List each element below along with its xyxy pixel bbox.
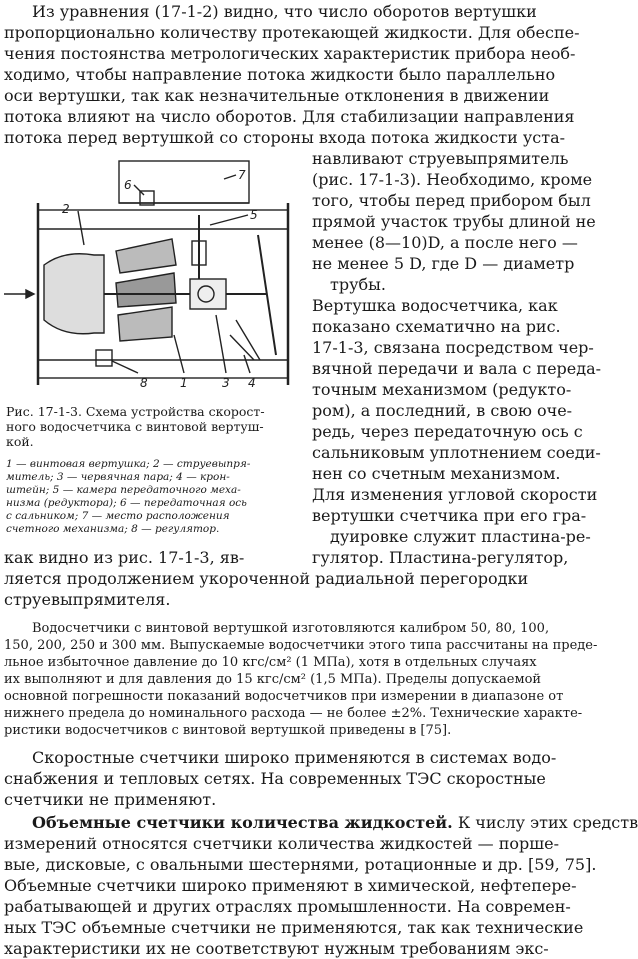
figure-caption-1: Рис. 17-1-3. Схема устройства скорост- xyxy=(6,404,265,419)
text-line-17: 17-1-3, связана посредством чер- xyxy=(312,338,594,357)
fig-label-4: 4 xyxy=(248,376,256,390)
legend-line-4: низма (редуктора); 6 — передаточная ось xyxy=(6,497,247,509)
text-line-31: Скоростные счетчики широко применяются в системах водо- xyxy=(32,748,557,767)
small-line-5: основной погрешности показаний водосчетчиков при измерении в диапазоне от xyxy=(4,689,564,704)
text-line-38: рабатывающей и других отраслях промышленности. На современ- xyxy=(4,897,571,916)
text-line-23: нен со счетным механизмом. xyxy=(312,464,561,483)
text-line-1: Из уравнения (17-1-2) видно, что число оборотов вертушки xyxy=(32,2,537,21)
counter-box xyxy=(119,161,249,203)
text-line-16: показано схематично на рис. xyxy=(312,317,561,336)
legend-line-6: счетного механизма; 8 — регулятор. xyxy=(6,523,220,535)
text-line-40: характеристики их не соответствуют нужным требованиям экс- xyxy=(4,939,549,958)
text-line-2: пропорционально количеству протекающей жидкости. Для обеспе- xyxy=(4,23,580,42)
text-line-20: ром), а последний, в свою оче- xyxy=(312,401,573,420)
small-line-6: нижнего предела до номинального расхода — не более ±2%. Технические характе- xyxy=(4,706,583,721)
text-line-12: менее (8—10)D, а после него — xyxy=(312,233,578,252)
text-line-30: струевыпрямителя. xyxy=(4,590,171,609)
text-line-4: ходимо, чтобы направление потока жидкости было параллельно xyxy=(4,65,556,84)
section-heading: Объемные счетчики количества жидкостей. xyxy=(32,813,453,832)
figure-caption-3: кой. xyxy=(6,434,34,449)
fig-label-3: 3 xyxy=(222,376,230,390)
text-line-11: прямой участок трубы длиной не xyxy=(312,212,596,231)
text-line-21: редь, через передаточную ось с xyxy=(312,422,583,441)
fig-label-2: 2 xyxy=(62,202,70,216)
fig-label-5: 5 xyxy=(250,208,258,222)
legend-line-5: с сальником; 7 — место расположения xyxy=(6,510,230,522)
fig-label-8: 8 xyxy=(140,376,148,390)
text-line-39: ных ТЭС объемные счетчики не применяются, так как технические xyxy=(4,918,584,937)
small-line-3: льное избыточное давление до 10 кгс/см² (1 МПа), хотя в отдельных случаях xyxy=(4,655,537,670)
text-line-35: измерений относятся счетчики количества жидкостей — порше- xyxy=(4,834,559,853)
text-line-5: оси вертушки, так как незначительные отклонения в движении xyxy=(4,86,550,105)
watermeter-diagram xyxy=(4,155,304,400)
text-line-29: ляется продолжением укороченной радиальной перегородки xyxy=(4,569,529,588)
text-line-14: трубы. xyxy=(330,275,386,294)
small-line-1: Водосчетчики с винтовой вертушкой изготовляются калибром 50, 80, 100, xyxy=(32,621,550,636)
fig-label-1: 1 xyxy=(180,376,188,390)
text-line-3: чения постоянства метрологических характеристик прибора необ- xyxy=(4,44,576,63)
legend-line-3: штейн; 5 — камера передаточного меха- xyxy=(6,484,241,496)
text-line-15: Вертушка водосчетчика, как xyxy=(312,296,558,315)
text-line-28: как видно из рис. 17-1-3, яв- xyxy=(4,548,245,567)
legend-line-2: митель; 3 — червячная пара; 4 — крон- xyxy=(6,471,230,483)
fig-label-7: 7 xyxy=(238,168,246,182)
small-line-4: их выполняют и для давления до 15 кгс/см² (1,5 МПа). Пределы допускаемой xyxy=(4,672,542,687)
text-line-19: точным механизмом (редукто- xyxy=(312,380,572,399)
text-line-22: сальниковым уплотнением соеди- xyxy=(312,443,601,462)
text-line-25: вертушки счетчика при его гра- xyxy=(312,506,587,525)
fig-label-6: 6 xyxy=(124,178,132,192)
text-line-27: гулятор. Пластина-регулятор, xyxy=(312,548,569,567)
text-line-13: не менее 5 D, где D — диаметр xyxy=(312,254,575,273)
text-line-26: дуировке служит пластина-ре- xyxy=(330,527,591,546)
text-line-34-rest: К числу этих средств xyxy=(452,813,638,832)
text-line-36: вые, дисковые, с овальными шестернями, ротационные и др. [59, 75]. xyxy=(4,855,597,874)
text-line-24: Для изменения угловой скорости xyxy=(312,485,598,504)
figure-caption-2: ного водосчетчика с винтовой вертуш- xyxy=(6,419,264,434)
text-line-10: того, чтобы перед прибором был xyxy=(312,191,591,210)
text-line-32: снабжения и тепловых сетях. На современных ТЭС скоростные xyxy=(4,769,546,788)
text-line-33: счетчики не применяют. xyxy=(4,790,217,809)
text-line-34 xyxy=(32,812,638,833)
text-line-18: вячной передачи и вала с переда- xyxy=(312,359,602,378)
text-line-37: Объемные счетчики широко применяют в химической, нефтепере- xyxy=(4,876,577,895)
small-line-7: ристики водосчетчиков с винтовой вертушкой приведены в [75]. xyxy=(4,723,452,738)
text-line-6: потока влияют на число оборотов. Для стабилизации направления xyxy=(4,107,575,126)
small-line-2: 150, 200, 250 и 300 мм. Выпускаемые водосчетчики этого типа рассчитаны на преде- xyxy=(4,638,598,653)
text-line-9: (рис. 17-1-3). Необходимо, кроме xyxy=(312,170,593,189)
text-line-8: навливают струевыпрямитель xyxy=(312,149,569,168)
text-line-7: потока перед вертушкой со стороны входа потока жидкости уста- xyxy=(4,128,566,147)
legend-line-1: 1 — винтовая вертушка; 2 — струевыпря- xyxy=(6,458,251,470)
